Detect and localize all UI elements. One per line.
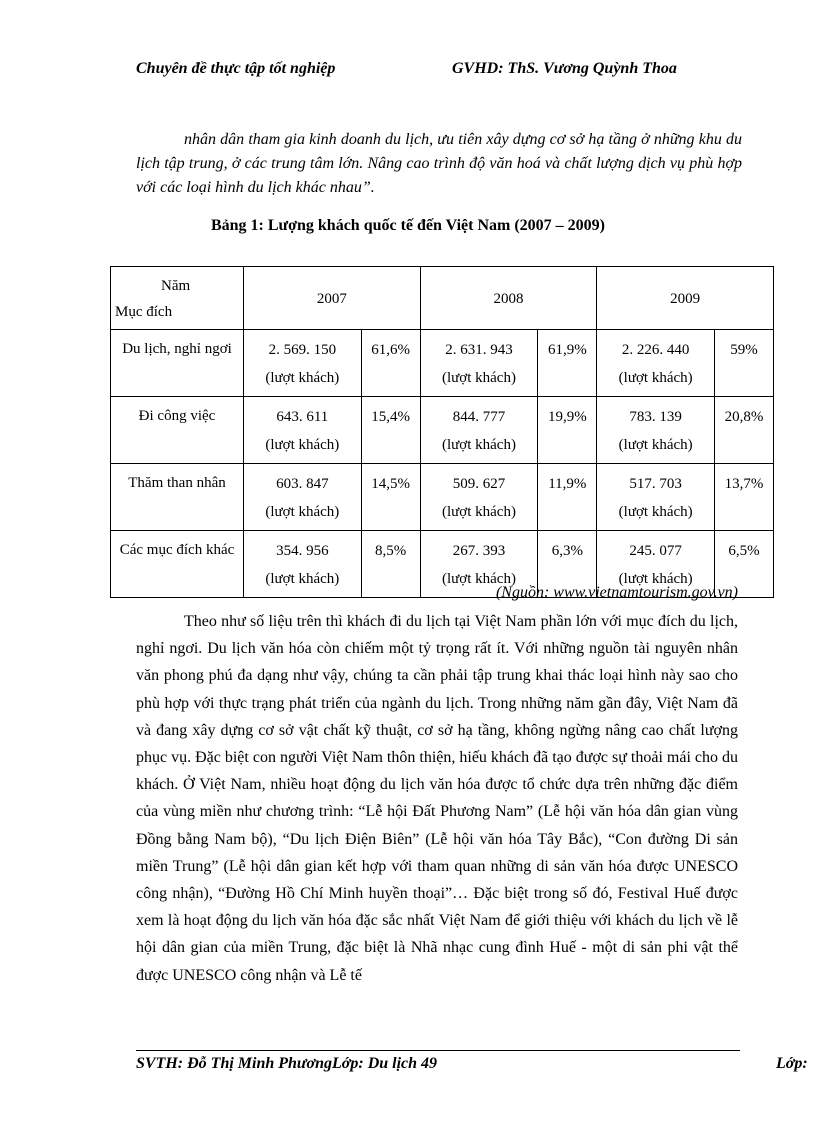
percent-cell: 19,9% <box>538 397 597 464</box>
percent-cell: 20,8% <box>715 397 774 464</box>
visitor-count: 603. 847 <box>276 476 329 492</box>
visitor-count: 509. 627 <box>452 476 506 492</box>
year-header-2008: 2008 <box>420 267 597 330</box>
visitor-count-cell <box>420 397 538 464</box>
visitor-count: 2. 631. 943 <box>445 342 513 358</box>
table-row <box>111 397 774 464</box>
percent-cell: 6,5% <box>715 531 774 598</box>
visitor-count-cell <box>420 330 538 397</box>
visitor-unit: (lượt khách) <box>442 504 516 520</box>
visitor-count: 2. 226. 440 <box>621 342 690 358</box>
visitor-unit: (lượt khách) <box>618 437 693 453</box>
visitor-unit: (lượt khách) <box>442 571 516 587</box>
visitor-unit: (lượt khách) <box>618 504 693 520</box>
visitor-count: 245. 077 <box>629 543 682 559</box>
visitor-count: 844. 777 <box>452 409 506 425</box>
visitor-unit: (lượt khách) <box>265 571 340 587</box>
table-caption: Bảng 1: Lượng khách quốc tế đến Việt Nam (2007 – 2009) <box>210 217 606 234</box>
purpose-cell: Du lịch, nghỉ ngơi <box>111 330 244 397</box>
percent-cell: 13,7% <box>715 464 774 531</box>
table-row <box>111 464 774 531</box>
purpose-cell: Thăm than nhân <box>111 464 244 531</box>
footer-divider <box>136 1050 740 1051</box>
visitor-unit: (lượt khách) <box>265 437 340 453</box>
visitor-count-cell <box>244 397 362 464</box>
year-header-2007: 2007 <box>244 267 421 330</box>
visitor-unit: (lượt khách) <box>265 370 340 386</box>
running-header-right: GVHD: ThS. Vương Quỳnh Thoa <box>452 60 677 77</box>
body-paragraph: Theo như số liệu trên thì khách đi du lịch tại Việt Nam phần lớn với mục đích du lịch, nghỉ ngơi. Du lịch văn hóa còn chiếm một tỷ trọng rất ít. Với những nguồn tài nguyên nhân văn phong phú đa dạng như vậy, chúng ta cần phải tập trung khai thác loại hình này sao cho phù hợp với thực trạng phát triển của ngành du lịch. Trong những năm gần đây, Việt Nam đã và đang xây dựng cơ sở vật chất kỹ thuật, cơ sở hạ tầng, không ngừng nâng cao chất lượng phục vụ. Đặc biệt con người Việt Nam thôn thiện, hiếu khách đã tạo được sự thoải mái cho du khách. Ở Việt Nam, nhiều hoạt động du lịch văn hóa được tổ chức dựa trên những đặc điểm của vùng miền như chương trình: “Lễ hội Đất Phương Nam” (Lễ hội văn hóa dân gian vùng Đồng bằng Nam bộ), “Du lịch Điện Biên” (Lễ hội văn hóa Tây Bắc), “Con đường Di sản miền Trung” (Lễ hội dân gian kết hợp với tham quan những di sản văn hóa được UNESCO công nhận), “Đường Hồ Chí Minh huyền thoại”… Đặc biệt trong số đó, Festival Huế được xem là hoạt động du lịch văn hóa đặc sắc nhất Việt Nam để giới thiệu với khách du lịch về lễ hội dân gian của miền Trung, đặc biệt là Nhã nhạc cung đình Huế - một di sản phi vật thể được UNESCO công nhận và Lễ tế <box>136 613 738 984</box>
footer-right: Lớp: <box>776 1055 808 1072</box>
table-row <box>111 330 774 397</box>
visitor-count-cell <box>597 397 715 464</box>
running-header-left: Chuyên đề thực tập tốt nghiệp <box>136 60 336 77</box>
visitor-count-cell <box>597 330 715 397</box>
visitor-table <box>110 266 774 598</box>
percent-cell: 6,3% <box>538 531 597 598</box>
percent-cell: 15,4% <box>361 397 420 464</box>
visitor-count-cell <box>244 330 362 397</box>
percent-cell: 59% <box>715 330 774 397</box>
purpose-cell: Các mục đích khác <box>111 531 244 598</box>
header-year-label: Năm <box>161 278 191 294</box>
intro-paragraph: nhân dân tham gia kinh doanh du lịch, ưu tiên xây dựng cơ sở hạ tầng ở những khu du lịch tập trung, ở các trung tâm lớn. Nâng cao trình độ văn hoá và chất lượng dịch vụ phù hợp với các loại hình du lịch khác nhau”. <box>136 131 742 196</box>
visitor-count: 267. 393 <box>452 543 506 559</box>
visitor-count-cell <box>244 464 362 531</box>
visitor-count: 643. 611 <box>276 409 329 425</box>
visitor-count-cell <box>420 464 538 531</box>
percent-cell: 61,6% <box>361 330 420 397</box>
visitor-count: 517. 703 <box>629 476 682 492</box>
percent-cell: 8,5% <box>361 531 420 598</box>
purpose-cell: Đi công việc <box>111 397 244 464</box>
percent-cell: 14,5% <box>361 464 420 531</box>
visitor-unit: (lượt khách) <box>618 571 693 587</box>
percent-cell: 11,9% <box>538 464 597 531</box>
visitor-unit: (lượt khách) <box>265 504 340 520</box>
visitor-count: 2. 569. 150 <box>268 342 337 358</box>
visitor-unit: (lượt khách) <box>442 370 516 386</box>
header-purpose-label: Mục đích <box>115 304 173 320</box>
visitor-count: 783. 139 <box>629 409 682 425</box>
percent-cell: 61,9% <box>538 330 597 397</box>
visitor-unit: (lượt khách) <box>442 437 516 453</box>
footer-left: SVTH: Đỗ Thị Minh PhươngLớp: Du lịch 49 <box>136 1055 438 1072</box>
table-header-row <box>111 267 774 330</box>
year-header-2009: 2009 <box>597 267 774 330</box>
visitor-count: 354. 956 <box>276 543 329 559</box>
visitor-unit: (lượt khách) <box>618 370 693 386</box>
table-source: (Nguồn: www.vietnamtourism.gov.vn) <box>495 584 738 601</box>
visitor-count-cell <box>597 464 715 531</box>
table-corner-header <box>111 267 244 330</box>
